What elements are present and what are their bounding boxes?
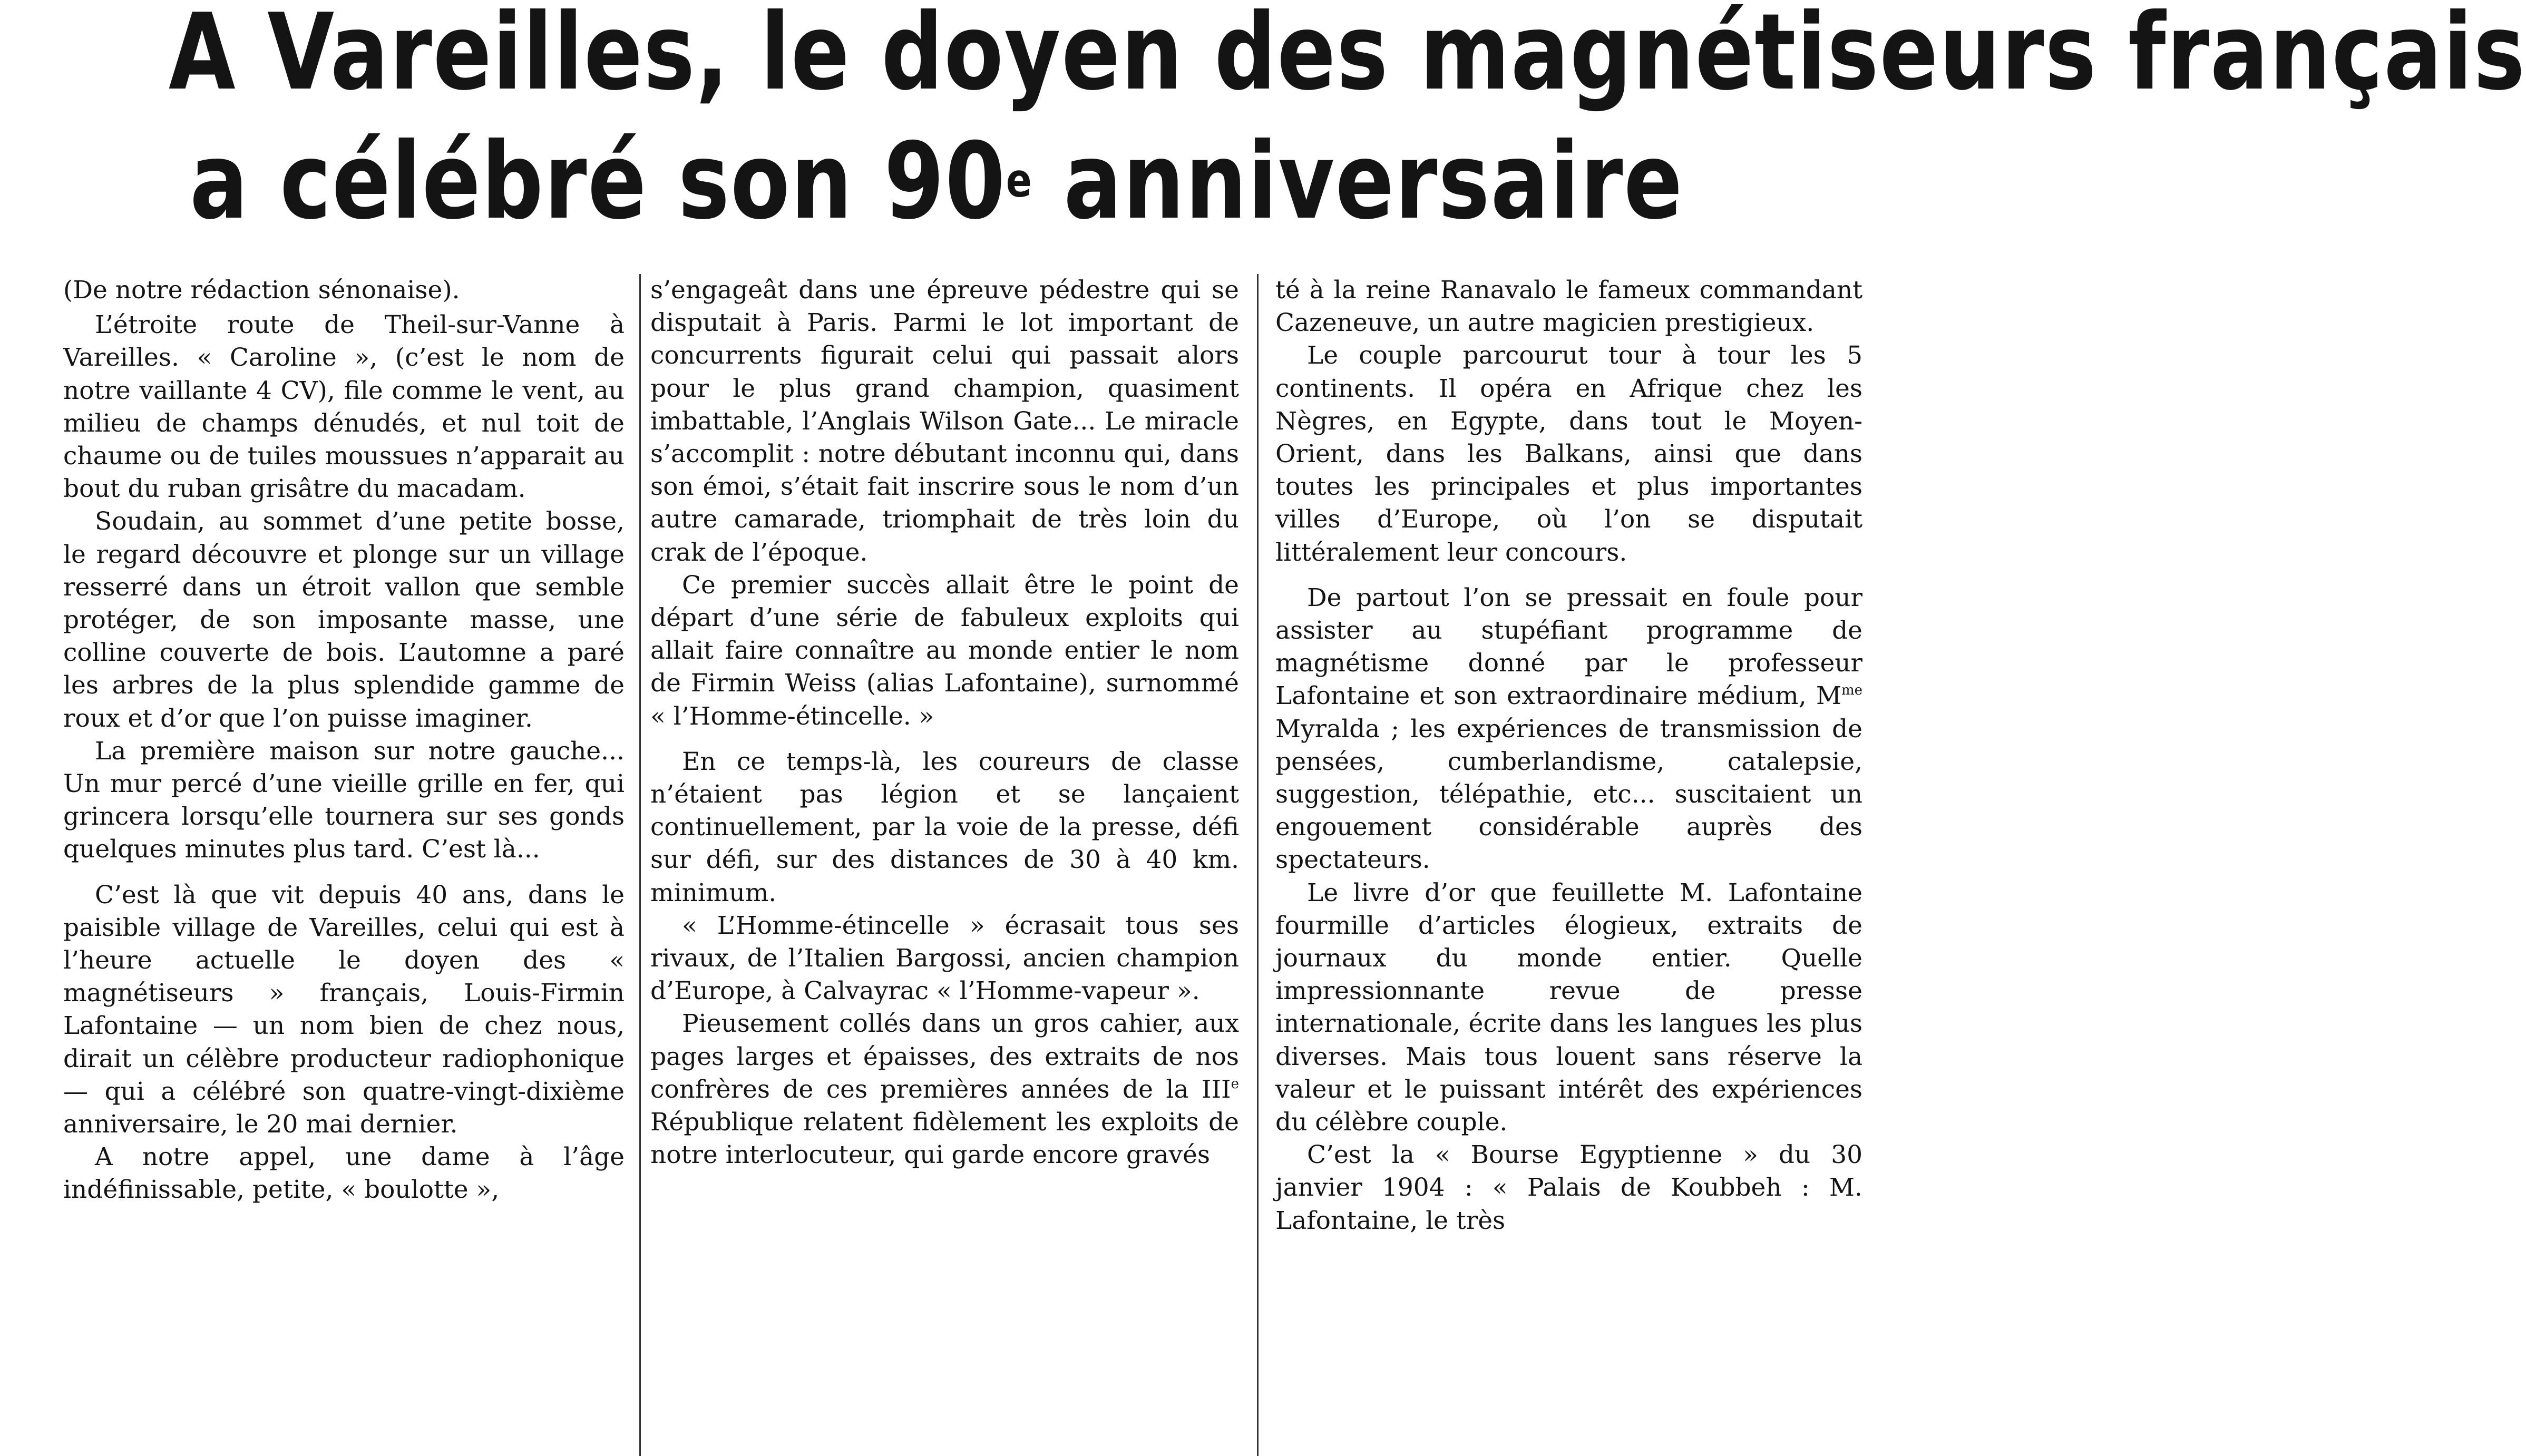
paragraph	[1275, 582, 1862, 877]
paragraph: Le couple parcourut tour à tour les 5 continents. Il opéra en Afrique chez les Nègres, en Egypte, dans tout le Moyen-Orient, dans les Balkans, ainsi que dans toutes les principales et plus importantes villes d’Europe, où l’on se disputait littéralement leur concours.	[1275, 341, 1862, 567]
paragraph: Le livre d’or que feuillette M. Lafontaine fourmille d’articles élogieux, extraits de journaux du monde entier. Quelle impressionnante revue de presse internationale, écrite dans les langues les plus diverses. Mais tous louent sans réserve la valeur et le puissant intérêt des expériences du célèbre couple.	[1275, 878, 1862, 1137]
article-column-1	[63, 274, 625, 1456]
paragraph-text: Pieusement collés dans un gros cahier, aux pages larges et épaisses, des extraits de nos confrères de ces premières années de la III	[650, 1009, 1239, 1104]
paragraph	[650, 1008, 1239, 1171]
paragraph: Soudain, au sommet d’une petite bosse, le regard découvre et plonge sur un village resserré dans un étroit vallon que semble protéger, de son imposante masse, une colline couverte de bois. L’automne a paré les arbres de la plus splendide gamme de roux et d’or que l’on puisse imaginer.	[63, 507, 625, 733]
paragraph: C’est la « Bourse Egyptienne » du 30 janvier 1904 : « Palais de Koubbeh : M. Lafontaine, le très	[1275, 1140, 1862, 1235]
column-divider-2	[1257, 274, 1259, 1456]
article-column-2	[650, 274, 1239, 1456]
paragraph: L’étroite route de Theil-sur-Vanne à Vareilles. « Caroline », (c’est le nom de notre vaillante 4 CV), file comme le vent, au milieu de champs dénudés, et nul toit de chaume ou de tuiles moussues n’apparait au bout du ruban grisâtre du macadam.	[63, 310, 625, 504]
column-divider-1	[639, 274, 641, 1456]
headline-line-2	[169, 120, 1704, 243]
article-column-3	[1275, 274, 1862, 1456]
paragraph: « L’Homme-étincelle » écrasait tous ses rivaux, de l’Italien Bargossi, ancien champion d’Europe, à Calvayrac « l’Homme-vapeur ».	[650, 911, 1239, 1006]
paragraph: C’est là que vit depuis 40 ans, dans le paisible village de Vareilles, celui qui est à l’heure actuelle le doyen des « magnétiseurs » français, Louis-Firmin Lafontaine — un nom bien de chez nous, dirait un célèbre producteur radiophonique — qui a célébré son quatre-vingt-dixième anniversaire, le 20 mai dernier.	[63, 880, 625, 1139]
paragraph-text: République relatent fidèlement les exploits de notre interlocuteur, qui garde encore gravés	[650, 1108, 1239, 1170]
headline-line-2-end: anniversaire	[1032, 120, 1683, 243]
paragraph-text: Myralda ; les expériences de transmission de pensées, cumberlandisme, catalepsie, suggestion, télépathie, etc... suscitaient un engouement considérable auprès des spectateurs.	[1275, 714, 1862, 875]
paragraph: s’engageât dans une épreuve pédestre qui se disputait à Paris. Parmi le lot important de concurrents figurait celui qui passait alors pour le plus grand champion, quasiment imbattable, l’Anglais Wilson Gate... Le miracle s’accomplit : notre débutant inconnu qui, dans son émoi, s’était fait inscrire sous le nom d’un autre camarade, triomphait de très loin du crak de l’époque.	[650, 276, 1239, 567]
paragraph: té à la reine Ranavalo le fameux commandant Cazeneuve, un autre magicien prestigieux.	[1275, 276, 1862, 338]
paragraph: La première maison sur notre gauche... Un mur percé d’une vieille grille en fer, qui grincera lorsqu’elle tournera sur ses gonds quelques minutes plus tard. C’est là...	[63, 736, 625, 864]
paragraph: En ce temps-là, les coureurs de classe n’étaient pas légion et se lançaient continuellement, par la voie de la presse, défi sur défi, sur des distances de 30 à 40 km. minimum.	[650, 747, 1239, 907]
title-suffix: me	[1841, 682, 1862, 699]
ordinal-suffix: e	[1231, 1076, 1239, 1092]
byline: (De notre rédaction sénonaise).	[63, 276, 460, 305]
headline-ordinal-suffix: e	[1006, 153, 1033, 208]
headline-line-1: A Vareilles, le doyen des magnétiseurs français	[168, 0, 2526, 114]
paragraph-text: De partout l’on se pressait en foule pour assister au stupéfiant programme de magnétisme donné par le professeur Lafontaine et son extraordinaire médium, M	[1275, 583, 1862, 711]
headline-line-2-start: a célébré son 90	[190, 120, 1006, 243]
paragraph: A notre appel, une dame à l’âge indéfinissable, petite, « boulotte »,	[63, 1142, 625, 1205]
paragraph: Ce premier succès allait être le point de départ d’une série de fabuleux exploits qui allait faire connaître au monde entier le nom de Firmin Weiss (alias Lafontaine), surnommé « l’Homme-étincelle. »	[650, 570, 1239, 731]
